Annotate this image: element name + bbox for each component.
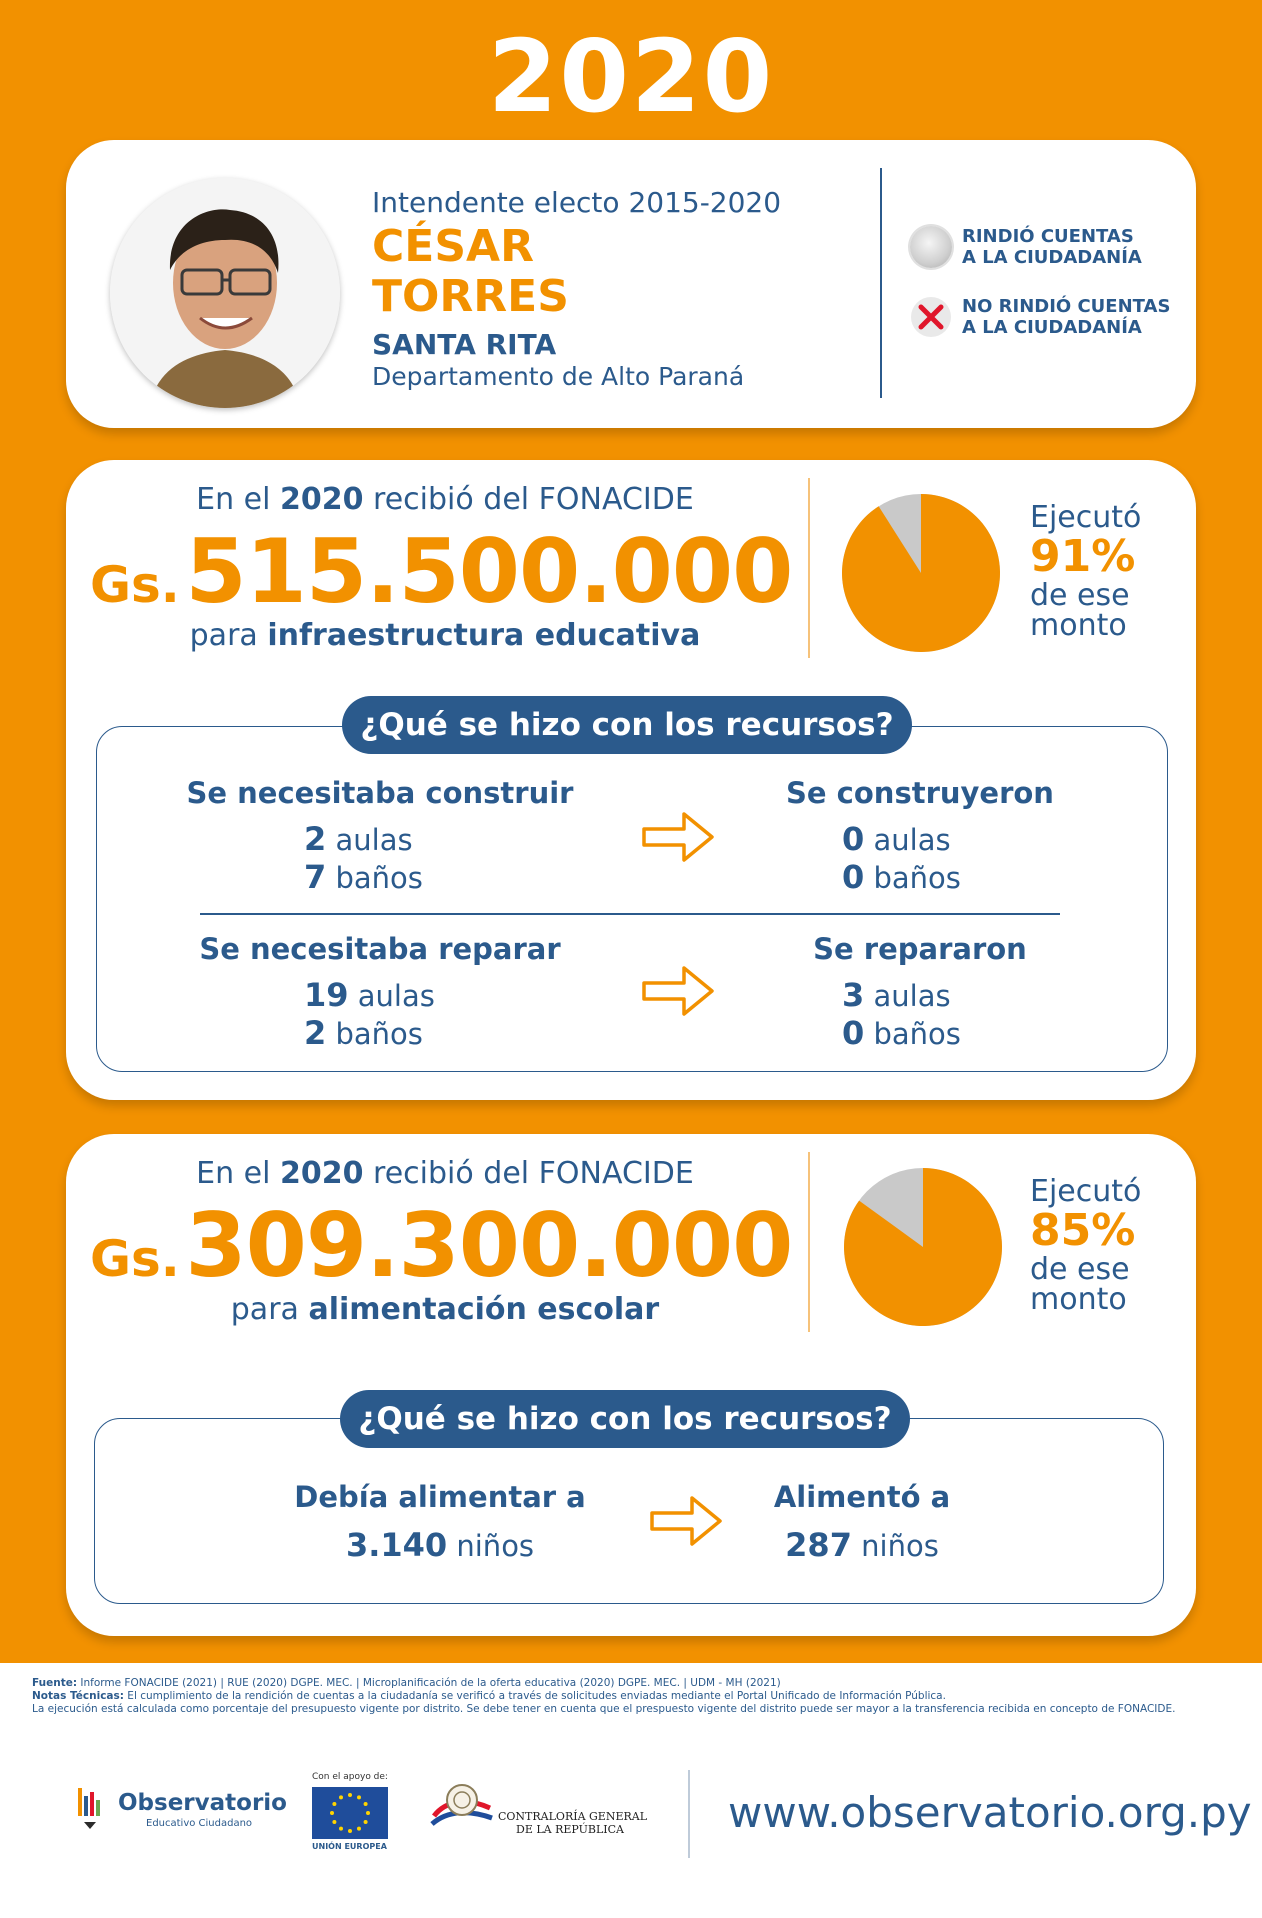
food-question-pill: ¿Qué se hizo con los recursos? [340, 1390, 910, 1448]
food-received-text: En el 2020 recibió del FONACIDE [196, 1156, 694, 1191]
food-divider [808, 1152, 810, 1332]
infra-question-pill: ¿Qué se hizo con los recursos? [342, 696, 912, 754]
website-url[interactable]: www.observatorio.org.py [728, 1788, 1252, 1837]
arrow-right-icon [640, 808, 716, 866]
food-amount [90, 1194, 793, 1297]
built-banos: 0 baños [842, 858, 961, 896]
footer-notes: Notas Técnicas: El cumplimiento de la rendición de cuentas a la ciudadanía se verificó a través de solicitudes enviadas mediante el Portal Unificado de Información Pública. [32, 1690, 946, 1702]
should-feed-count: 3.140 niños [345, 1526, 535, 1564]
food-purpose-text: para alimentación escolar [230, 1292, 660, 1327]
observatorio-logo-text: Observatorio [118, 1790, 287, 1816]
food-execution-text: Ejecutó 85% de ese monto [1030, 1174, 1142, 1317]
footer-divider [688, 1770, 690, 1858]
need-build-banos: 7 baños [304, 858, 423, 896]
profile-divider [880, 168, 882, 398]
observatorio-logo-icon [76, 1784, 104, 1830]
repaired-title: Se repararon [813, 932, 1027, 966]
infra-received-text: En el 2020 recibió del FONACIDE [196, 482, 694, 517]
infra-divider [808, 478, 810, 658]
should-feed-title: Debía alimentar a [294, 1480, 586, 1514]
infra-execution-pie [840, 492, 1002, 654]
repaired-aulas: 3 aulas [842, 976, 951, 1014]
infra-execution-text: Ejecutó 91% de ese monto [1030, 500, 1142, 643]
fed-count: 287 niños [785, 1526, 939, 1564]
need-repair-title: Se necesitaba reparar [199, 932, 561, 966]
legend-rendered [910, 226, 1142, 268]
legend-rendered-label: RINDIÓ CUENTAS A LA CIUDADANÍA [962, 226, 1142, 268]
infra-purpose-text: para infraestructura educativa [189, 618, 701, 653]
infra-currency: Gs. [90, 556, 180, 614]
department-name: Departamento de Alto Paraná [372, 362, 745, 391]
grey-circle-icon [910, 226, 952, 268]
red-x-icon [910, 296, 952, 338]
mayor-name [372, 222, 569, 322]
infra-amount [90, 520, 793, 623]
mayor-name-last: TORRES [372, 271, 569, 322]
need-build-title: Se necesitaba construir [186, 776, 574, 810]
observatorio-logo-subtitle: Educativo Ciudadano [146, 1818, 253, 1829]
fed-title: Alimentó a [773, 1480, 951, 1514]
arrow-right-icon [640, 962, 716, 1020]
food-execution-pie [842, 1166, 1004, 1328]
eu-flag-icon [312, 1787, 388, 1839]
mayor-name-first: CÉSAR [372, 221, 534, 272]
footer-notes-2: La ejecución está calculada como porcentaje del presupuesto vigente por distrito. Se debe tener en cuenta que el prespuesto vigente del distrito puede ser mayor a la transferencia recibida en concepto de FONACIDE. [32, 1703, 1176, 1715]
infra-amount-value: 515.500.000 [185, 520, 793, 623]
contraloria-text-1: CONTRALORÍA GENERAL [498, 1810, 648, 1823]
infra-separator [200, 913, 1060, 915]
infra-executed-slice [842, 494, 1000, 652]
need-repair-banos: 2 baños [304, 1014, 423, 1052]
need-build-aulas: 2 aulas [304, 820, 413, 858]
year-title: 2020 [487, 18, 775, 135]
need-repair-aulas: 19 aulas [304, 976, 435, 1014]
legend-not-rendered [910, 296, 1170, 338]
person-portrait-icon [110, 178, 340, 408]
support-label: Con el apoyo de: [312, 1772, 388, 1782]
footer-source: Fuente: Informe FONACIDE (2021) | RUE (2020) DGPE. MEC. | Microplanificación de la oferta educativa (2020) DGPE. MEC. | UDM - MH (2021) [32, 1677, 781, 1689]
infra-execution-pct: 91% [1030, 531, 1136, 582]
built-title: Se construyeron [786, 776, 1054, 810]
eu-label: UNIÓN EUROPEA [312, 1842, 387, 1851]
legend-not-rendered-label: NO RINDIÓ CUENTAS A LA CIUDADANÍA [962, 296, 1171, 338]
mayor-role: Intendente electo 2015-2020 [372, 186, 782, 219]
food-amount-value: 309.300.000 [185, 1194, 793, 1297]
built-aulas: 0 aulas [842, 820, 951, 858]
repaired-banos: 0 baños [842, 1014, 961, 1052]
arrow-right-icon [648, 1492, 724, 1550]
food-currency: Gs. [90, 1230, 180, 1288]
contraloria-text-2: DE LA REPÚBLICA [516, 1823, 624, 1836]
contraloria-seal-icon [428, 1782, 498, 1842]
mayor-photo [110, 178, 340, 408]
city-name: SANTA RITA [372, 328, 557, 361]
food-execution-pct: 85% [1030, 1205, 1136, 1256]
